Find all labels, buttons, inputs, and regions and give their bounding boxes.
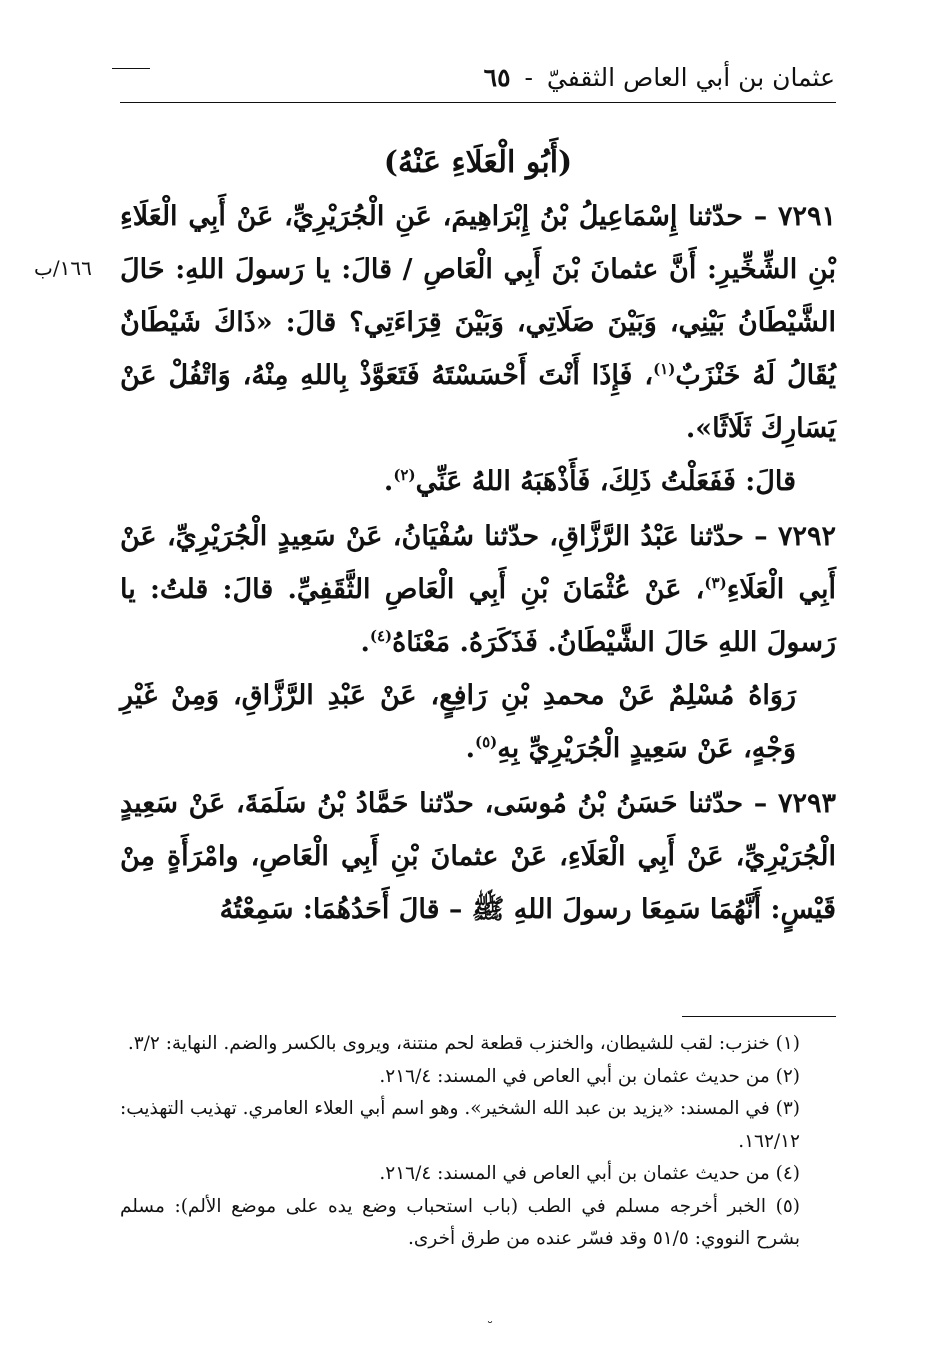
footnote-number: (٢) [775, 1065, 800, 1087]
footnote-ref: (١) [653, 360, 676, 378]
hadith-number: ٧٢٩١ [777, 201, 836, 232]
continuation-text: قالَ: فَفَعَلْتُ ذَلِكَ، فَأَذْهَبَهُ اللهُ عَنِّي [415, 466, 796, 497]
running-header-separator: - [524, 63, 533, 92]
footnote-text: من حديث عثمان بن أبي العاص في المسند: ٢١٦/٤. [379, 1163, 770, 1184]
footnote-text: في المسند: «يزيد بن عبد الله الشخير». وهو اسم أبي العلاء العامري. تهذيب التهذيب: ١٦٢/١٢. [120, 1098, 800, 1152]
footnote [120, 1191, 836, 1256]
continuation-text: رَوَاهُ مُسْلِمٌ عَنْ محمدِ بْنِ رَافِعٍ، عَنْ عَبْدِ الرَّزَّاقِ، وَمِنْ غَيْرِ وَجْهٍ، عَنْ سَعِيدٍ الْجُرَيْرِيِّ بِهِ [120, 680, 796, 764]
footnote [120, 1093, 836, 1158]
hadith-paragraph [120, 190, 836, 455]
footnote-ref: (٤) [369, 627, 393, 645]
main-text [120, 190, 836, 936]
hadith-continuation: قالَ: فَفَعَلْتُ ذَلِكَ، فَأَذْهَبَهُ اللهُ عَنِّي$^{(٢)}$. [383, 466, 796, 497]
header-rule [120, 102, 836, 103]
hadith-text: ، عَنْ عُثْمَانَ بْنِ أَبِي الْعَاصِ الثَّقَفِيِّ. قالَ: قلتُ: يا رَسولَ اللهِ حَالَ الشَّيْطَانُ. فَذَكَرَهُ. مَعْنَاهُ [120, 574, 836, 658]
footnote-ref: (٢) [393, 466, 416, 484]
bottom-page-mark: ˘ [486, 1320, 494, 1336]
footnote-text: خنزب: لقب للشيطان، والخنزب قطعة لحم منتنة، ويروى بالكسر والضم. النهاية: ٣/٢. [127, 1033, 770, 1054]
hadith-text: ، فَإِذَا أَنْتَ أَحْسَسْتَهُ فَتَعَوَّذْ بِاللهِ مِنْهُ، وَاتْفُلْ عَنْ يَسَارِكَ ثَلَاثًا». [120, 360, 836, 444]
running-header-title: عثمان بن أبي العاص الثقفيّ [546, 63, 835, 92]
footnote-text: من حديث عثمان بن أبي العاص في المسند: ٢١٦/٤. [379, 1065, 770, 1087]
footnotes [120, 1028, 836, 1256]
hadith-number: ٧٢٩٣ [777, 788, 836, 819]
footnote [120, 1061, 836, 1094]
hadith-text: – حدّثنا حَسَنُ بْنُ مُوسَى، حدّثنا حَمَّادُ بْنُ سَلَمَةَ، عَنْ سَعِيدٍ الْجُرَيْرِيِّ، عَنْ أَبِي الْعَلَاءِ، عَنْ عثمانَ بْنِ أَبِي الْعَاصِ، وامْرَأَةٍ مِنْ قَيْسٍ: أَنَّهُمَا سَمِعَا رسولَ اللهِ ﷺ – قالَ أَحَدُهُمَا: سَمِعْتُهُ [120, 788, 836, 925]
footnote [120, 1028, 836, 1061]
footnote-number: (٤) [775, 1163, 800, 1184]
footnote-ref: (٣) [704, 574, 727, 592]
footnote-number: (٥) [775, 1195, 801, 1217]
page-number: ٦٥ [483, 63, 511, 92]
hadith-text: . [360, 627, 370, 658]
hadith-paragraph [120, 777, 836, 936]
hadith-text: – حدّثنا عَبْدُ الرَّزَّاقِ، حدّثنا سُفْيَانُ، عَنْ سَعِيدٍ الْجُرَيْرِيِّ، عَنْ أَبِي الْعَلَاءِ [120, 521, 836, 605]
footnote-ref: (٥) [474, 733, 498, 751]
hadith-text: – حدّثنا إِسْمَاعِيلُ بْنُ إِبْرَاهِيمَ، عَنِ الْجُرَيْرِيِّ، عَنْ أَبِي الْعَلَاءِ بْنِ الشِّخِّيرِ: أَنَّ عثمانَ بْنَ أَبِي الْعَاصِ / قالَ: يا رَسولَ اللهِ: حَالَ الشَّيْطَانُ بَيْنِي، وَبَيْنَ صَلَاتِي، وَبَيْنَ قِرَاءَتِي؟ قالَ: «ذَاكَ شَيْطَانٌ يُقَالُ لَهُ خَنْزَبٌ [120, 201, 836, 391]
footnote-number: (٣) [775, 1098, 800, 1119]
hadith-number: ٧٢٩٢ [777, 521, 836, 552]
section-heading: (أَبُو الْعَلَاءِ عَنْهُ) [383, 145, 573, 180]
footnote-text: الخبر أخرجه مسلم في الطب (باب استحباب وضع يده على موضع الألم): مسلم بشرح النووي: ٥١/٥ وقد فسّر عنده من طرق أخرى. [120, 1195, 800, 1249]
hadith-continuation: رَوَاهُ مُسْلِمٌ عَنْ محمدِ بْنِ رَافِعٍ، عَنْ عَبْدِ الرَّزَّاقِ، وَمِنْ غَيْرِ وَجْهٍ، عَنْ سَعِيدٍ الْجُرَيْرِيِّ بِهِ$^{(٥)}$. [120, 680, 796, 764]
margin-folio-note: ١٦٦/ب [34, 256, 92, 280]
running-header [130, 58, 835, 98]
hadith-paragraph [120, 510, 836, 669]
footnote [120, 1158, 836, 1191]
footnote-rule [682, 1016, 836, 1017]
footnote-number: (١) [775, 1033, 800, 1054]
